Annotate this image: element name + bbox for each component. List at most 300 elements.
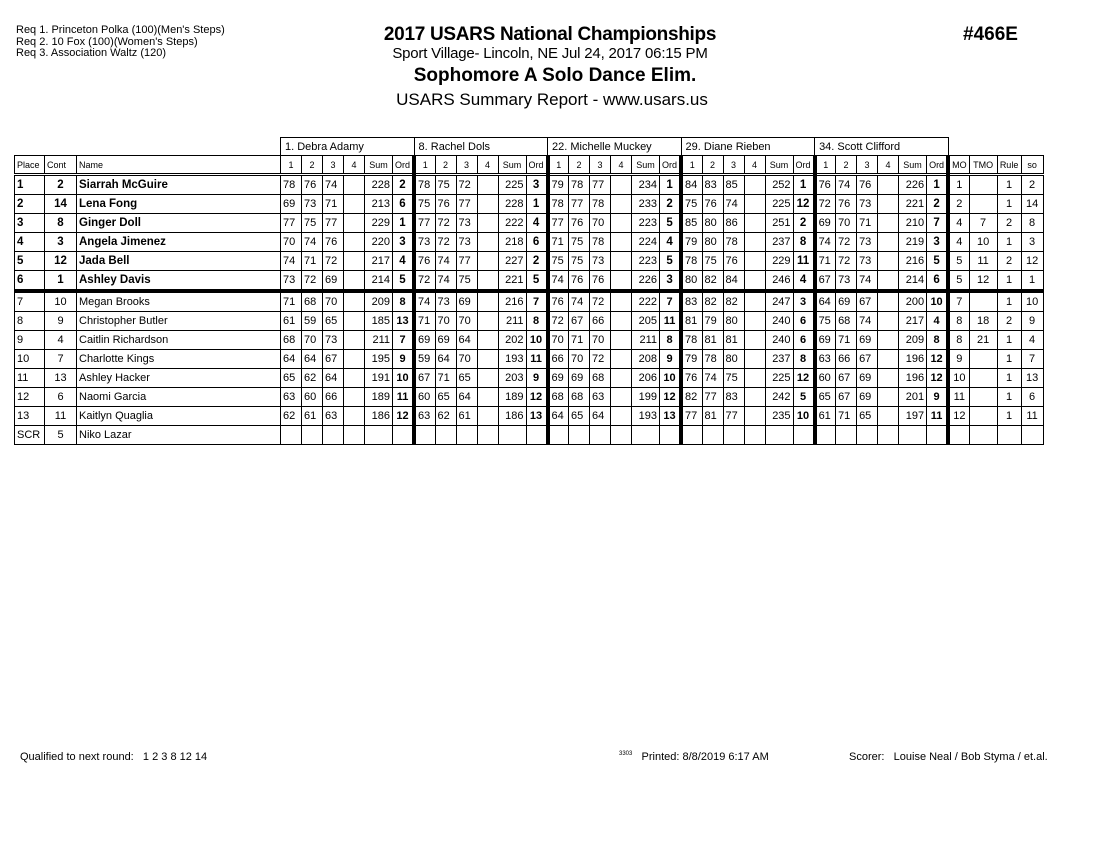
judge-score: 74 [815,233,836,252]
judge-score: 64 [281,350,302,369]
judge-score: 77 [414,214,435,233]
contestant-number: 5 [45,426,77,445]
judge-score: 72 [548,312,569,331]
judge-score: 68 [281,331,302,350]
judge-score [611,331,632,350]
scorer-names: Louise Neal / Bob Styma / et.al. [893,751,1048,763]
judge-score: 77 [702,388,723,407]
judge-score: 65 [569,407,590,426]
col-header-judge-4: Ord [793,156,815,175]
judge-score: 60 [414,388,435,407]
table-row [15,252,1044,271]
skater-name: Megan Brooks [77,291,281,312]
judge-score: 78 [414,175,435,195]
so-cell [1021,426,1043,445]
requirement-3: Req 3. Association Waltz (120) [16,47,166,59]
judge-sum: 220 [365,233,393,252]
column-header-row [15,156,1044,175]
judge-score: 73 [456,214,477,233]
col-header-judge-4: 1 [681,156,702,175]
judge-score [477,271,498,292]
judge-score: 76 [302,175,323,195]
judge-score: 71 [435,369,456,388]
col-header-judge-5: Sum [899,156,927,175]
judge-score: 86 [723,214,744,233]
judge-score [477,214,498,233]
judge-sum: 225 [498,175,526,195]
col-header-tail: Rule [997,156,1021,175]
judge-ordinal: 13 [526,407,548,426]
col-header-tail: so [1021,156,1043,175]
judge-sum: 203 [498,369,526,388]
judge-score: 71 [323,195,344,214]
judge-score [344,312,365,331]
judge-sum: 218 [498,233,526,252]
judge-score [569,426,590,445]
table-row [15,369,1044,388]
rule-cell: 1 [997,291,1021,312]
judge-score: 79 [681,233,702,252]
judge-score: 65 [281,369,302,388]
judge-score: 85 [723,175,744,195]
judge-score [477,407,498,426]
judge-score: 75 [815,312,836,331]
judge-ordinal: 10 [393,369,415,388]
judge-score [878,252,899,271]
judge-score [744,291,765,312]
judge-sum: 251 [765,214,793,233]
place-cell: 8 [15,312,45,331]
rule-cell: 1 [997,195,1021,214]
judge-sum: 225 [765,195,793,214]
judge-ordinal: 8 [660,331,682,350]
judge-score: 71 [836,407,857,426]
judge-score: 65 [857,407,878,426]
judge-score: 73 [435,291,456,312]
judge-score [611,233,632,252]
judge-sum: 189 [365,388,393,407]
judge-ordinal: 8 [927,331,949,350]
judge-score: 82 [702,271,723,292]
rule-cell: 1 [997,175,1021,195]
judge-ordinal: 10 [526,331,548,350]
judge-sum: 201 [899,388,927,407]
col-header-judge-3: Sum [632,156,660,175]
judge-score: 83 [681,291,702,312]
col-header-judge-2: 3 [456,156,477,175]
judge-ordinal: 10 [793,407,815,426]
judge-ordinal: 3 [927,233,949,252]
judge-header-row [15,138,1044,156]
judge-sum: 237 [765,350,793,369]
contestant-number: 9 [45,312,77,331]
judge-ordinal: 6 [526,233,548,252]
contestant-number: 12 [45,252,77,271]
judge-score: 72 [815,195,836,214]
judge-ordinal: 8 [393,291,415,312]
judge-score: 64 [456,331,477,350]
judge-sum: 217 [365,252,393,271]
mo-cell: 5 [948,252,969,271]
judge-score: 59 [302,312,323,331]
judge-score: 77 [456,195,477,214]
judge-score: 80 [702,214,723,233]
judge-ordinal: 11 [927,407,949,426]
judge-ordinal: 7 [526,291,548,312]
judge-score: 75 [723,369,744,388]
judge-score: 78 [590,195,611,214]
judge-score [611,388,632,407]
judge-score: 71 [302,252,323,271]
judge-sum: 216 [899,252,927,271]
col-header-judge-2: Ord [526,156,548,175]
judge-sum: 196 [899,369,927,388]
judge-score [878,388,899,407]
judge-score: 75 [569,252,590,271]
col-header-judge-5: Ord [927,156,949,175]
so-cell: 3 [1021,233,1043,252]
judge-score [744,252,765,271]
judge-score [878,233,899,252]
judge-score [878,214,899,233]
judge-ordinal: 1 [660,175,682,195]
judge-score [456,426,477,445]
table-row [15,195,1044,214]
judge-ordinal: 1 [393,214,415,233]
judge-score: 76 [857,175,878,195]
judge-sum: 221 [498,271,526,292]
judge-ordinal: 12 [927,369,949,388]
judge-ordinal: 13 [660,407,682,426]
col-header-judge-5: 3 [857,156,878,175]
col-header-judge-3: 4 [611,156,632,175]
judge-score: 72 [302,271,323,292]
judge-score: 72 [456,175,477,195]
judge-ordinal: 5 [660,214,682,233]
skater-name: Ginger Doll [77,214,281,233]
judge-score: 59 [414,350,435,369]
judge-sum: 186 [498,407,526,426]
so-cell: 11 [1021,407,1043,426]
judge-score: 64 [302,350,323,369]
judge-ordinal: 12 [526,388,548,407]
judge-score: 69 [548,369,569,388]
judge-score: 75 [456,271,477,292]
judge-ordinal: 6 [793,331,815,350]
judge-score [744,331,765,350]
judge-ordinal: 6 [793,312,815,331]
judge-score: 72 [836,252,857,271]
rule-cell: 2 [997,252,1021,271]
judge-sum: 197 [899,407,927,426]
judge-score: 65 [323,312,344,331]
judge-ordinal: 9 [927,388,949,407]
judge-sum: 213 [365,195,393,214]
judge-ordinal: 1 [927,175,949,195]
mo-cell: 12 [948,407,969,426]
judge-sum: 191 [365,369,393,388]
venue-datetime: Sport Village- Lincoln, NE Jul 24, 2017 06:15 PM [392,45,708,62]
skater-name: Angela Jimenez [77,233,281,252]
judge-score: 73 [281,271,302,292]
judge-ordinal: 12 [393,407,415,426]
judge-score: 73 [836,271,857,292]
judge-sum: 224 [632,233,660,252]
mo-cell: 8 [948,312,969,331]
judge-sum: 223 [632,252,660,271]
judge-score [611,175,632,195]
judge-score: 64 [435,350,456,369]
judge-score: 80 [723,312,744,331]
judge-score [878,350,899,369]
judge-score: 73 [323,331,344,350]
judge-score: 76 [681,369,702,388]
contestant-number: 6 [45,388,77,407]
judge-score: 70 [435,312,456,331]
judge-name: 29. Diane Rieben [681,138,815,156]
judge-score: 76 [590,271,611,292]
judge-score: 69 [857,369,878,388]
judge-sum [365,426,393,445]
judge-score: 67 [414,369,435,388]
skater-name: Christopher Butler [77,312,281,331]
judge-score: 61 [456,407,477,426]
col-header-judge-4: 3 [723,156,744,175]
col-header-judge-3: 1 [548,156,569,175]
judge-score: 77 [281,214,302,233]
judge-score: 75 [569,233,590,252]
judge-sum: 214 [365,271,393,292]
judge-sum: 229 [765,252,793,271]
judge-sum: 222 [632,291,660,312]
mo-cell: 8 [948,331,969,350]
judge-ordinal: 4 [660,233,682,252]
tmo-cell: 21 [969,331,997,350]
tmo-cell [969,291,997,312]
judge-sum: 228 [365,175,393,195]
so-cell: 14 [1021,195,1043,214]
judge-score: 76 [569,271,590,292]
mo-cell: 7 [948,291,969,312]
judge-score: 76 [323,233,344,252]
judge-score [878,369,899,388]
skater-name: Ashley Hacker [77,369,281,388]
judge-score: 60 [302,388,323,407]
col-header-judge-1: 3 [323,156,344,175]
printed-datetime: Printed: 8/8/2019 6:17 AM [641,751,769,763]
mo-cell: 4 [948,214,969,233]
judge-ordinal: 11 [793,252,815,271]
judge-ordinal: 3 [660,271,682,292]
judge-score [744,350,765,369]
tmo-cell: 7 [969,214,997,233]
judge-ordinal: 7 [660,291,682,312]
judge-score: 76 [414,252,435,271]
judge-sum: 223 [632,214,660,233]
scorer-footer [849,751,1048,763]
rule-cell [997,426,1021,445]
judge-score [744,426,765,445]
judge-score: 83 [723,388,744,407]
judge-score [344,291,365,312]
judge-score: 70 [323,291,344,312]
judge-ordinal: 5 [526,271,548,292]
contestant-number: 8 [45,214,77,233]
judge-score [878,426,899,445]
judge-ordinal: 1 [793,175,815,195]
judge-score: 77 [681,407,702,426]
judge-score: 69 [435,331,456,350]
judge-sum: 228 [498,195,526,214]
judge-score: 77 [323,214,344,233]
judge-score [281,426,302,445]
judge-score: 60 [815,369,836,388]
judge-score [744,214,765,233]
tmo-cell: 12 [969,271,997,292]
col-header-judge-3: 3 [590,156,611,175]
place-cell: 9 [15,331,45,350]
judge-score: 80 [723,350,744,369]
judge-score: 75 [548,252,569,271]
judge-score [323,426,344,445]
skater-name: Lena Fong [77,195,281,214]
table-row [15,331,1044,350]
rule-cell: 2 [997,214,1021,233]
judge-score: 79 [702,312,723,331]
judge-score [611,407,632,426]
judge-sum: 186 [365,407,393,426]
place-cell: 3 [15,214,45,233]
judge-score [344,407,365,426]
place-cell: 5 [15,252,45,271]
judge-score: 73 [857,252,878,271]
rule-cell: 1 [997,350,1021,369]
judge-ordinal: 6 [927,271,949,292]
judge-score: 70 [548,331,569,350]
table-row [15,312,1044,331]
judge-score [611,271,632,292]
tmo-cell [969,407,997,426]
judge-score [744,407,765,426]
judge-score [611,214,632,233]
requirement-1: Req 1. Princeton Polka (100)(Men's Steps) [16,24,225,36]
judge-name: 34. Scott Clifford [815,138,949,156]
judge-ordinal: 9 [660,350,682,369]
judge-score: 70 [456,312,477,331]
so-cell: 10 [1021,291,1043,312]
judge-sum [632,426,660,445]
col-header-name: Name [77,156,281,175]
skater-name: Kaitlyn Quaglia [77,407,281,426]
judge-score [590,426,611,445]
judge-sum: 206 [632,369,660,388]
judge-score: 71 [281,291,302,312]
mo-cell: 11 [948,388,969,407]
col-header-tail: MO [948,156,969,175]
judge-score: 81 [681,312,702,331]
judge-score [815,426,836,445]
judge-score: 78 [569,175,590,195]
judge-score: 62 [281,407,302,426]
judge-score: 63 [281,388,302,407]
judge-sum: 229 [365,214,393,233]
judge-sum: 237 [765,233,793,252]
judge-score: 68 [302,291,323,312]
judge-sum: 211 [365,331,393,350]
rule-cell: 2 [997,312,1021,331]
judge-score: 69 [815,331,836,350]
results-table [14,137,1044,445]
judge-ordinal [793,426,815,445]
tmo-cell [969,195,997,214]
so-cell: 8 [1021,214,1043,233]
judge-score: 77 [723,407,744,426]
judge-ordinal: 11 [393,388,415,407]
judge-score: 79 [548,175,569,195]
judge-sum: 209 [899,331,927,350]
contestant-number: 2 [45,175,77,195]
judge-score [744,369,765,388]
judge-score: 81 [702,407,723,426]
judge-ordinal: 8 [793,233,815,252]
judge-score: 82 [723,291,744,312]
judge-score [611,195,632,214]
judge-score [744,312,765,331]
table-row [15,271,1044,292]
judge-ordinal: 5 [660,252,682,271]
qualified-label: Qualified to next round: [20,751,134,763]
judge-sum [498,426,526,445]
judge-score: 70 [281,233,302,252]
judge-score [344,175,365,195]
table-row [15,291,1044,312]
judge-score: 71 [815,252,836,271]
judge-score [681,426,702,445]
mo-cell: 1 [948,175,969,195]
judge-sum: 226 [632,271,660,292]
judge-score: 80 [681,271,702,292]
rule-cell: 1 [997,369,1021,388]
col-header-judge-2: Sum [498,156,526,175]
judge-sum: 234 [632,175,660,195]
judge-score: 66 [590,312,611,331]
judge-score: 77 [590,175,611,195]
judge-score: 72 [435,214,456,233]
judge-score: 74 [569,291,590,312]
so-cell: 12 [1021,252,1043,271]
judge-score: 72 [590,350,611,369]
judge-sum: 196 [899,350,927,369]
judge-score [878,407,899,426]
place-cell: 10 [15,350,45,369]
judge-score: 61 [302,407,323,426]
tmo-cell: 11 [969,252,997,271]
so-cell: 1 [1021,271,1043,292]
table-row [15,388,1044,407]
judge-score: 75 [302,214,323,233]
judge-score [611,350,632,369]
event-number: #466E [963,24,1018,45]
judge-score [344,195,365,214]
judge-sum: 226 [899,175,927,195]
judge-score: 71 [857,214,878,233]
skater-name: Jada Bell [77,252,281,271]
skater-name: Caitlin Richardson [77,331,281,350]
judge-sum [899,426,927,445]
judge-score [477,195,498,214]
col-header-judge-2: 2 [435,156,456,175]
judge-score: 75 [702,252,723,271]
